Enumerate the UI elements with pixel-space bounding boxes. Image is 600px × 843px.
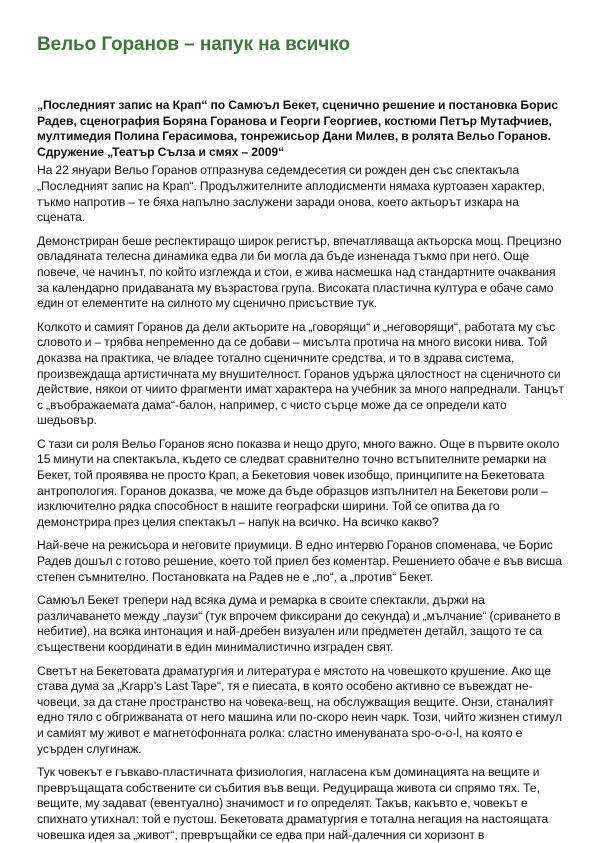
article-title: Вельо Горанов – напук на всичко	[37, 34, 350, 55]
paragraph: Самюъл Бекет трепери над всяка дума и ремарка в своите спектакли, държи на различаването между „паузи“ (тук впрочем фиксирани до секунда) и „мълчание“ (сриването в небитие), на всяка интонация и най-дребен визуален или предметен детайл, защото те са съществени координати в един минималистично изграден свят.	[37, 593, 561, 654]
paragraph: На 22 януари Вельо Горанов отпразнува седемдесетия си рожден ден със спектакъла „Последният запис на Крап“. Продължителните аплодисменти нямаха куртоазен характер, тъкмо напротив – те бяха напълно заслужени заради онова, което актьорът изкара на сцената.	[37, 163, 545, 225]
paragraph: Тук човекът е гъвкаво-пластичната физиология, нагласена към доминацията на вещите и превръщащата собствените си събития във вещи. Редуцираща живота си спрямо тях. Те, вещите, му задават (евентуално) значимост и го определят. Такъв, какъвто е, човекът е спихнато утихнал: той е пустош. Бекетовата драматургия е тотална негация на настоящата човешка идея за „живот“, превръщайки се едва при най-далечния си хоризонт в	[37, 765, 549, 842]
paragraph: Най-вече на режисьора и неговите приумици. В едно интервю Горанов споменава, че Борис Радев дошъл с готово решение, което той приел без коментар. Решението обаче е във висша степен съмнително. Постановката на Радев не е „по“, а „против“ Бекет.	[37, 538, 562, 584]
paragraph: Светът на Бекетовата драматургия и литература е мястото на човешкото крушение. Ако ще става дума за „Krapp’s Last Tape“, тя е пиесата, в която особено активно се въвеждат не-човеци, за да стане пространство на човека-вещ, на обслужващия вещите. Онзи, станалият едно тяло с обгрижваната от него машина или по-скоро неин чарк. Този, чийто жизнен стимул и самият му живот е магнетофонната ролка: сластно именуваната spo-o-o-l, на която е усърден слугинаж.	[37, 663, 563, 756]
production-credits: „Последният запис на Крап“ по Самюъл Бекет, сценично решение и постановка Борис Радев, сценография Боряна Горанова и Георги Георгиев, костюми Петър Мутафчиев, мултимедия Полина Герасимова, тонрежисьор Дани Милев, в ролята Вельо Горанов. Сдружение „Театър Сълза и смях – 2009“	[37, 98, 558, 159]
paragraph: Демонстриран беше респектиращо широк регистър, впечатляваща актьорска мощ. Прецизно овладяната телесна динамика едва ли би могла да бъде изненада тъкмо при него. Още повече, че начинът, по който изглежда и стои, е жива насмешка над стандартните очаквания за календарно придаваната му възрастова група. Високата пластична култура е обаче само един от елементите на силното му сценично присъствие тук.	[37, 233, 562, 311]
article	[37, 33, 565, 843]
paragraph: Колкото и самият Горанов да дели актьорите на „говорящи“ и „неговорящи“, работата му със словото и – трябва непременно да се добави – мисълта протича на много високи нива. Той доказва на практика, че владее тотално сценичните средства, и то в здрава система, произвеждаща артистичната му внушителност. Горанов удържа цялостност на сценичното си действие, някои от чиито фрагменти имат характера на учебник за много напреднали. Танцът с „въображаемата дама“-балон, например, с чисто сърце може да се определи като шедьовър.	[37, 319, 564, 428]
paragraph: С тази си роля Вельо Горанов ясно показва и нещо друго, много важно. Още в първите около 15 минути на спектакъла, където се следват сравнително точно встъпителните ремарки на Бекет, той проявява не просто Крап, а Бекетовия човек изобщо, принципите на Бекетовата антропология. Горанов доказва, че може да бъде образцов изпълнител на Бекетови роли – изключително рядка способност в нашите географски ширини. Той се опитва да го демонстрира през целия спектакъл – напук на всичко. На всичко какво?	[37, 436, 560, 529]
